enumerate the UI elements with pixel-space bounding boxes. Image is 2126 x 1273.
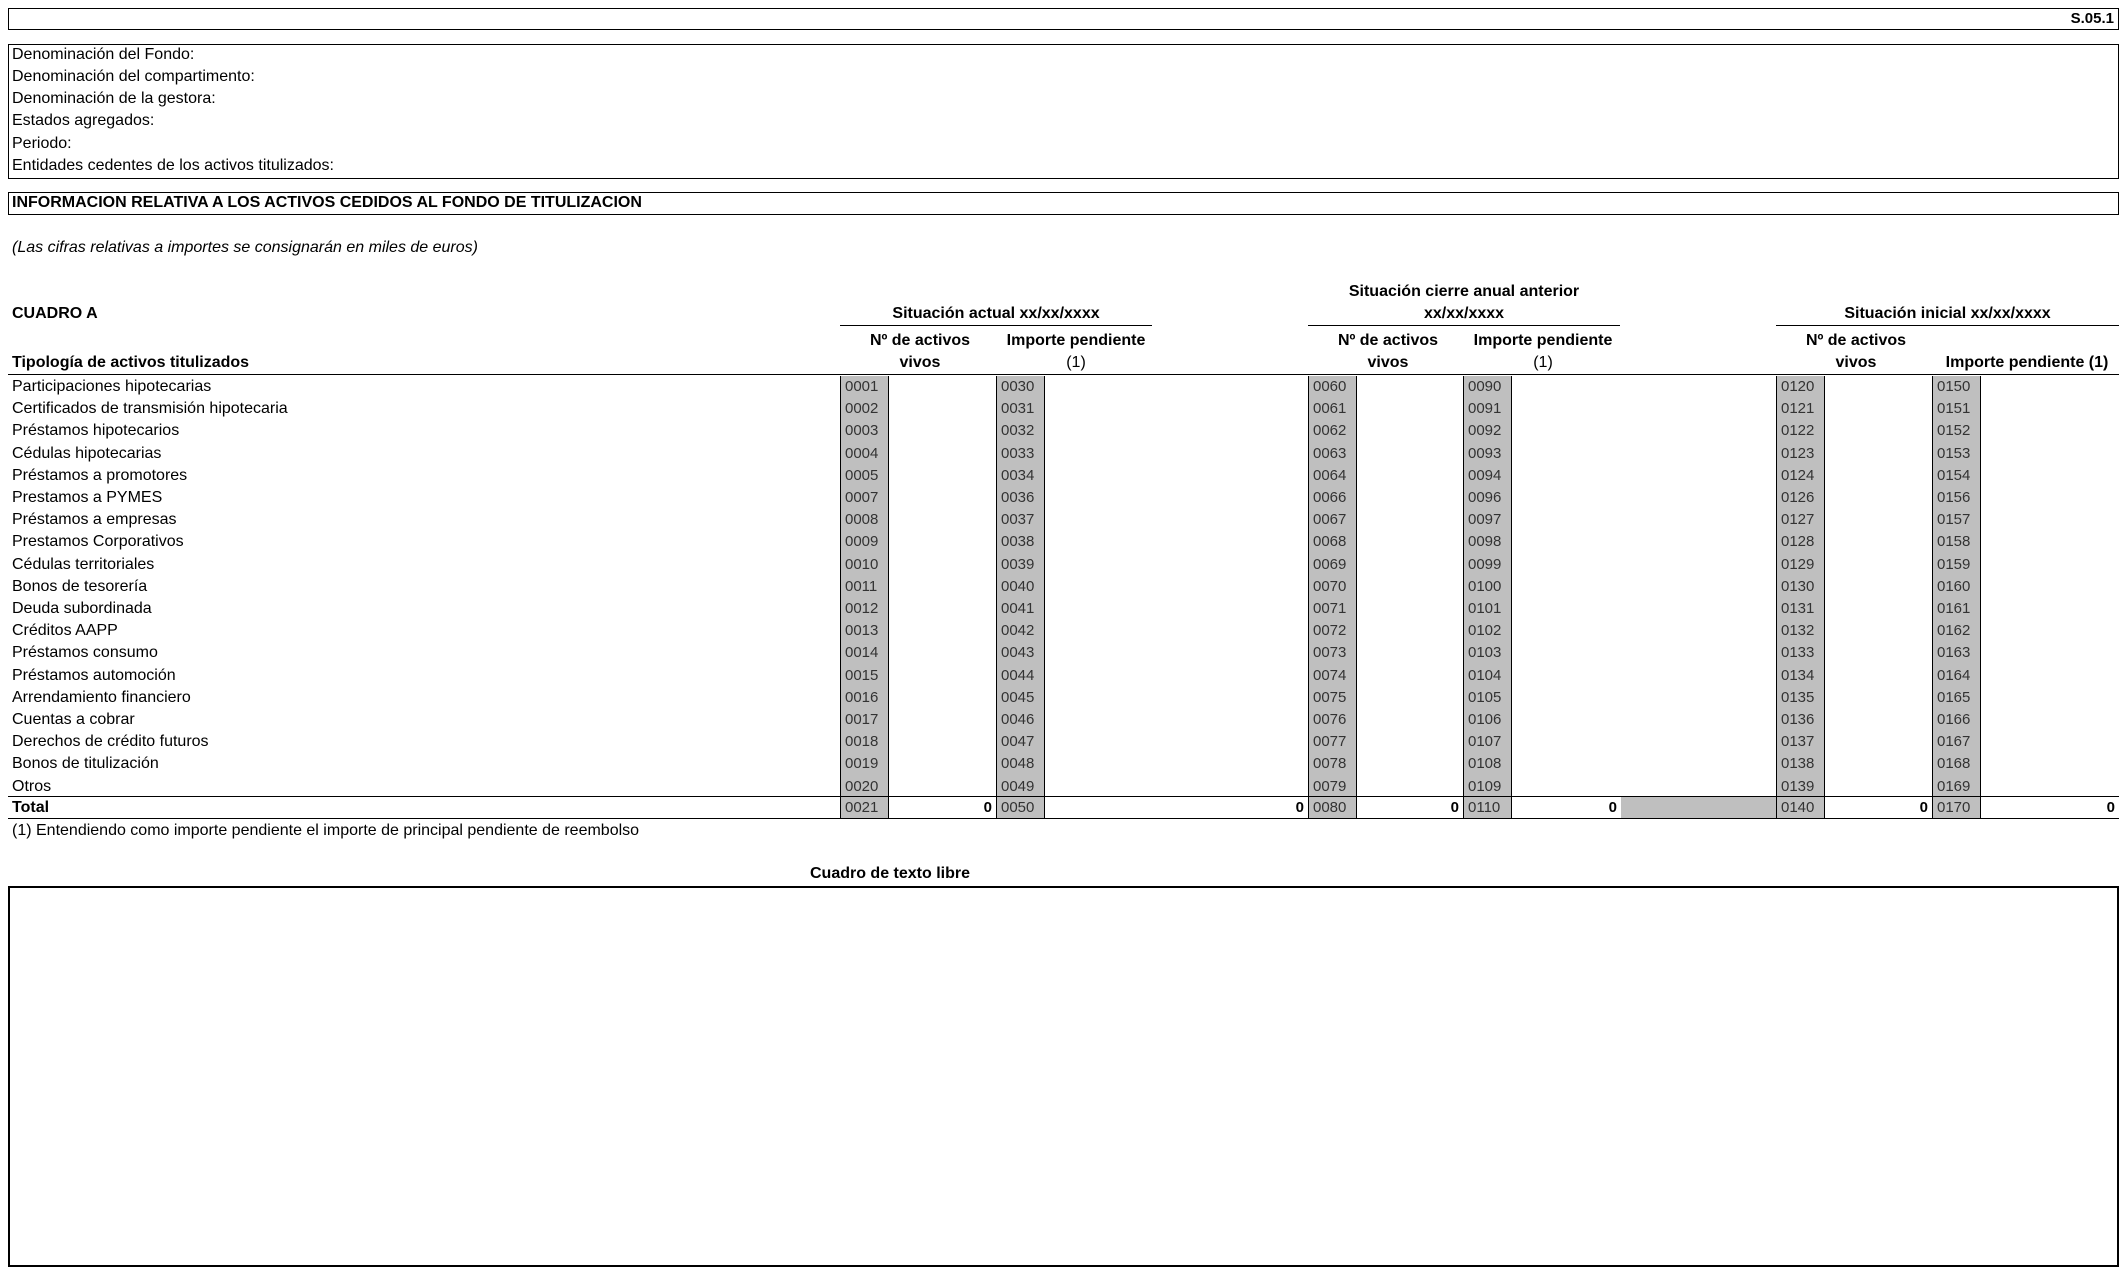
row-code: 0034 <box>996 465 1045 487</box>
row-code: 0005 <box>840 465 889 487</box>
row-label: Participaciones hipotecarias <box>12 378 212 395</box>
row-value-cell[interactable] <box>1512 487 1621 509</box>
row-value-cell[interactable] <box>1825 487 1932 509</box>
row-code: 0066 <box>1308 487 1357 509</box>
row-value-cell[interactable] <box>1045 509 1308 531</box>
row-code: 0124 <box>1776 465 1825 487</box>
row-value-cell[interactable] <box>1512 598 1621 620</box>
total-code: 0050 <box>996 797 1045 818</box>
row-code: 0062 <box>1308 420 1357 442</box>
row-value-cell[interactable] <box>1512 465 1621 487</box>
row-value-cell[interactable] <box>1512 642 1621 664</box>
compartment-name-field: Denominación del compartimento: <box>12 68 255 85</box>
row-code: 0150 <box>1932 376 1981 398</box>
row-value-cell[interactable] <box>1981 709 2119 731</box>
row-code: 0129 <box>1776 554 1825 576</box>
row-code: 0002 <box>840 398 889 420</box>
row-value-cell[interactable] <box>1825 687 1932 709</box>
row-code: 0132 <box>1776 620 1825 642</box>
row-value-cell[interactable] <box>889 753 996 775</box>
footnote: (1) Entendiendo como importe pendiente el importe de principal pendiente de reembolso <box>12 822 640 839</box>
row-value-cell[interactable] <box>1825 420 1932 442</box>
row-value-cell[interactable] <box>1357 487 1463 509</box>
total-value: 0 <box>983 799 992 816</box>
row-value-cell[interactable] <box>1825 731 1932 753</box>
group-current-title: Situación actual xx/xx/xxxx <box>892 305 1100 322</box>
row-code: 0068 <box>1308 531 1357 553</box>
row-code: 0099 <box>1463 554 1512 576</box>
row-value-cell[interactable] <box>1512 554 1621 576</box>
cuadro-label: CUADRO A <box>12 305 98 322</box>
row-code: 0091 <box>1463 398 1512 420</box>
row-code: 0012 <box>840 598 889 620</box>
row-code: 0011 <box>840 576 889 598</box>
row-code: 0136 <box>1776 709 1825 731</box>
row-value-cell[interactable] <box>889 465 996 487</box>
row-code: 0047 <box>996 731 1045 753</box>
row-code: 0128 <box>1776 531 1825 553</box>
row-code: 0109 <box>1463 776 1512 798</box>
form-code-box <box>8 8 2119 30</box>
row-code: 0003 <box>840 420 889 442</box>
row-code: 0076 <box>1308 709 1357 731</box>
row-value-cell[interactable] <box>1512 731 1621 753</box>
row-code: 0092 <box>1463 420 1512 442</box>
row-value-cell[interactable] <box>1981 687 2119 709</box>
row-value-cell[interactable] <box>1357 531 1463 553</box>
row-value-cell[interactable] <box>1981 753 2119 775</box>
row-label: Prestamos Corporativos <box>12 533 184 551</box>
row-value-cell[interactable] <box>1512 398 1621 420</box>
row-code: 0048 <box>996 753 1045 775</box>
row-label: Préstamos consumo <box>12 644 158 662</box>
manager-name-field: Denominación de la gestora: <box>12 90 216 107</box>
row-code: 0030 <box>996 376 1045 398</box>
row-code: 0049 <box>996 776 1045 798</box>
row-value-cell[interactable] <box>1512 709 1621 731</box>
row-code: 0043 <box>996 642 1045 664</box>
row-code: 0121 <box>1776 398 1825 420</box>
group-initial-underline <box>1776 325 2119 326</box>
row-code: 0079 <box>1308 776 1357 798</box>
group-previous-underline <box>1308 325 1620 326</box>
row-value-cell[interactable] <box>889 620 996 642</box>
row-code: 0093 <box>1463 443 1512 465</box>
row-value-cell[interactable] <box>1825 554 1932 576</box>
row-code: 0100 <box>1463 576 1512 598</box>
row-value-cell[interactable] <box>1512 620 1621 642</box>
row-code: 0153 <box>1932 443 1981 465</box>
section-title: INFORMACION RELATIVA A LOS ACTIVOS CEDIDOS AL FONDO DE TITULIZACION <box>12 194 642 211</box>
row-value-cell[interactable] <box>1045 531 1308 553</box>
row-value-cell[interactable] <box>1981 554 2119 576</box>
row-value-cell[interactable] <box>1512 420 1621 442</box>
row-code: 0131 <box>1776 598 1825 620</box>
row-code: 0123 <box>1776 443 1825 465</box>
total-value: 0 <box>1608 799 1617 816</box>
row-code: 0032 <box>996 420 1045 442</box>
row-value-cell[interactable] <box>1512 753 1621 775</box>
row-value-cell[interactable] <box>1981 576 2119 598</box>
row-label: Otros <box>12 777 52 795</box>
row-code: 0126 <box>1776 487 1825 509</box>
row-label: Bonos de titulización <box>12 755 159 773</box>
row-label: Bonos de tesorería <box>12 577 148 595</box>
row-value-cell[interactable] <box>1045 709 1308 731</box>
group-previous-amount-header-1: Importe pendiente <box>1473 332 1613 349</box>
row-code: 0166 <box>1932 709 1981 731</box>
row-code: 0074 <box>1308 665 1357 687</box>
row-value-cell[interactable] <box>1825 509 1932 531</box>
row-code: 0167 <box>1932 731 1981 753</box>
row-value-cell[interactable] <box>1357 443 1463 465</box>
row-code: 0130 <box>1776 576 1825 598</box>
row-value-cell[interactable] <box>1045 465 1308 487</box>
row-value-cell[interactable] <box>1045 665 1308 687</box>
row-code: 0018 <box>840 731 889 753</box>
row-code: 0078 <box>1308 753 1357 775</box>
fund-info-box <box>8 44 2119 179</box>
row-value-cell[interactable] <box>1825 443 1932 465</box>
row-code: 0045 <box>996 687 1045 709</box>
row-value-cell[interactable] <box>889 576 996 598</box>
row-code: 0160 <box>1932 576 1981 598</box>
amounts-note: (Las cifras relativas a importes se consignarán en miles de euros) <box>12 239 478 256</box>
row-code: 0063 <box>1308 443 1357 465</box>
row-label: Cédulas hipotecarias <box>12 444 162 462</box>
row-code: 0090 <box>1463 376 1512 398</box>
row-code: 0044 <box>996 665 1045 687</box>
total-value: 0 <box>2106 799 2115 816</box>
row-code: 0158 <box>1932 531 1981 553</box>
row-code: 0134 <box>1776 665 1825 687</box>
row-value-cell[interactable] <box>1981 376 2119 398</box>
row-value-cell[interactable] <box>1825 642 1932 664</box>
row-value-cell[interactable] <box>1981 731 2119 753</box>
row-code: 0008 <box>840 509 889 531</box>
row-label: Derechos de crédito futuros <box>12 733 209 751</box>
row-value-cell[interactable] <box>1512 376 1621 398</box>
row-code: 0162 <box>1932 620 1981 642</box>
row-value-cell[interactable] <box>1357 665 1463 687</box>
row-value-cell[interactable] <box>1357 376 1463 398</box>
row-code: 0007 <box>840 487 889 509</box>
row-code: 0137 <box>1776 731 1825 753</box>
row-code: 0073 <box>1308 642 1357 664</box>
group-current-count-header-2: vivos <box>899 354 941 371</box>
row-code: 0031 <box>996 398 1045 420</box>
row-value-cell[interactable] <box>1825 531 1932 553</box>
row-value-cell[interactable] <box>1825 398 1932 420</box>
free-text-box[interactable] <box>8 886 2119 1267</box>
row-value-cell[interactable] <box>889 709 996 731</box>
row-value-cell[interactable] <box>1825 709 1932 731</box>
row-label: Préstamos a promotores <box>12 466 188 484</box>
group-current-underline <box>840 325 1152 326</box>
row-code: 0041 <box>996 598 1045 620</box>
row-code: 0075 <box>1308 687 1357 709</box>
row-value-cell[interactable] <box>1981 509 2119 531</box>
section-title-box <box>8 192 2119 215</box>
group-initial-title: Situación inicial xx/xx/xxxx <box>1844 305 2051 322</box>
row-value-cell[interactable] <box>1045 753 1308 775</box>
total-code: 0021 <box>840 797 889 818</box>
period-field: Periodo: <box>12 135 72 152</box>
group-previous-amount-header-2: (1) <box>1533 354 1553 371</box>
row-value-cell[interactable] <box>1512 443 1621 465</box>
row-value-cell[interactable] <box>1357 398 1463 420</box>
row-value-cell[interactable] <box>1045 776 1308 798</box>
row-value-cell[interactable] <box>889 531 996 553</box>
row-value-cell[interactable] <box>1045 687 1308 709</box>
row-code: 0102 <box>1463 620 1512 642</box>
group-previous-title-1: Situación cierre anual anterior <box>1348 283 1580 300</box>
row-value-cell[interactable] <box>1045 598 1308 620</box>
row-value-cell[interactable] <box>889 665 996 687</box>
row-code: 0152 <box>1932 420 1981 442</box>
row-code: 0077 <box>1308 731 1357 753</box>
total-label: Total <box>12 799 50 816</box>
row-value-cell[interactable] <box>1981 598 2119 620</box>
row-value-cell[interactable] <box>889 420 996 442</box>
row-code: 0004 <box>840 443 889 465</box>
group-current-count-header-1: Nº de activos <box>869 332 971 349</box>
row-code: 0001 <box>840 376 889 398</box>
aggregated-states-field: Estados agregados: <box>12 112 155 129</box>
row-code: 0040 <box>996 576 1045 598</box>
total-code: 0170 <box>1932 797 1981 818</box>
row-value-cell[interactable] <box>1045 398 1308 420</box>
row-value-cell[interactable] <box>1981 665 2119 687</box>
row-value-cell[interactable] <box>1357 554 1463 576</box>
row-value-cell[interactable] <box>1825 576 1932 598</box>
row-code: 0016 <box>840 687 889 709</box>
row-value-cell[interactable] <box>1825 598 1932 620</box>
group-initial-count-header-2: vivos <box>1835 354 1877 371</box>
row-code: 0069 <box>1308 554 1357 576</box>
row-code: 0168 <box>1932 753 1981 775</box>
row-value-cell[interactable] <box>1512 665 1621 687</box>
row-code: 0097 <box>1463 509 1512 531</box>
row-code: 0009 <box>840 531 889 553</box>
ceding-entities-field: Entidades cedentes de los activos titulizados: <box>12 157 334 174</box>
row-value-cell[interactable] <box>1045 420 1308 442</box>
row-code: 0015 <box>840 665 889 687</box>
row-code: 0106 <box>1463 709 1512 731</box>
row-code: 0060 <box>1308 376 1357 398</box>
row-code: 0165 <box>1932 687 1981 709</box>
row-code: 0070 <box>1308 576 1357 598</box>
row-label: Cuentas a cobrar <box>12 711 135 728</box>
row-code: 0161 <box>1932 598 1981 620</box>
row-label: Certificados de transmisión hipotecaria <box>12 400 288 418</box>
row-code: 0108 <box>1463 753 1512 775</box>
row-value-cell[interactable] <box>889 598 996 620</box>
row-value-cell[interactable] <box>1825 465 1932 487</box>
row-value-cell[interactable] <box>1981 398 2119 420</box>
row-value-cell[interactable] <box>1825 376 1932 398</box>
row-label: Cédulas territoriales <box>12 555 155 573</box>
group-current-amount-header-2: (1) <box>1066 354 1086 371</box>
row-value-cell[interactable] <box>1981 642 2119 664</box>
row-code: 0105 <box>1463 687 1512 709</box>
row-code: 0064 <box>1308 465 1357 487</box>
row-value-cell[interactable] <box>1512 531 1621 553</box>
row-code: 0135 <box>1776 687 1825 709</box>
row-value-cell[interactable] <box>1981 620 2119 642</box>
total-code: 0110 <box>1463 797 1512 818</box>
row-code: 0101 <box>1463 598 1512 620</box>
row-code: 0164 <box>1932 665 1981 687</box>
group-previous-title-2: xx/xx/xxxx <box>1423 305 1505 322</box>
row-code: 0096 <box>1463 487 1512 509</box>
row-code: 0120 <box>1776 376 1825 398</box>
row-value-cell[interactable] <box>1981 776 2119 798</box>
row-label: Préstamos a empresas <box>12 511 177 529</box>
row-code: 0071 <box>1308 598 1357 620</box>
total-code: 0080 <box>1308 797 1357 818</box>
row-label: Créditos AAPP <box>12 622 118 640</box>
row-value-cell[interactable] <box>1512 687 1621 709</box>
row-value-cell[interactable] <box>1357 598 1463 620</box>
row-code: 0017 <box>840 709 889 731</box>
fund-name-field: Denominación del Fondo: <box>12 46 195 63</box>
row-value-cell[interactable] <box>1045 576 1308 598</box>
row-value-cell[interactable] <box>1512 509 1621 531</box>
row-code: 0033 <box>996 443 1045 465</box>
row-code: 0156 <box>1932 487 1981 509</box>
row-code: 0094 <box>1463 465 1512 487</box>
row-code: 0159 <box>1932 554 1981 576</box>
row-label: Préstamos automoción <box>12 666 176 684</box>
group-current-amount-header-1: Importe pendiente <box>1006 332 1146 349</box>
row-value-cell[interactable] <box>1045 376 1308 398</box>
row-value-cell[interactable] <box>1981 420 2119 442</box>
row-code: 0122 <box>1776 420 1825 442</box>
total-value: 0 <box>1919 799 1928 816</box>
row-code: 0163 <box>1932 642 1981 664</box>
row-code: 0037 <box>996 509 1045 531</box>
row-code: 0010 <box>840 554 889 576</box>
row-value-cell[interactable] <box>1981 531 2119 553</box>
row-code: 0154 <box>1932 465 1981 487</box>
row-code: 0042 <box>996 620 1045 642</box>
row-value-cell[interactable] <box>889 687 996 709</box>
row-value-cell[interactable] <box>1045 443 1308 465</box>
row-value-cell[interactable] <box>1825 620 1932 642</box>
row-value-cell[interactable] <box>1825 776 1932 798</box>
free-text-title: Cuadro de texto libre <box>809 865 971 882</box>
row-code: 0139 <box>1776 776 1825 798</box>
row-code: 0039 <box>996 554 1045 576</box>
row-code: 0019 <box>840 753 889 775</box>
group-previous-count-header-1: Nº de activos <box>1337 332 1439 349</box>
group-previous-count-header-2: vivos <box>1367 354 1409 371</box>
row-code: 0127 <box>1776 509 1825 531</box>
row-value-cell[interactable] <box>1045 487 1308 509</box>
row-value-cell[interactable] <box>1981 487 2119 509</box>
row-value-cell[interactable] <box>1357 620 1463 642</box>
row-code: 0157 <box>1932 509 1981 531</box>
row-code: 0103 <box>1463 642 1512 664</box>
row-label: Préstamos hipotecarios <box>12 422 180 440</box>
row-value-cell[interactable] <box>889 376 996 398</box>
total-code: 0140 <box>1776 797 1825 818</box>
group-initial-amount-header: Importe pendiente (1) <box>1945 354 2109 371</box>
row-code: 0061 <box>1308 398 1357 420</box>
row-code: 0138 <box>1776 753 1825 775</box>
row-value-cell[interactable] <box>1981 443 2119 465</box>
row-value-cell[interactable] <box>889 554 996 576</box>
row-value-cell[interactable] <box>1357 576 1463 598</box>
row-header: Tipología de activos titulizados <box>12 354 250 371</box>
row-value-cell[interactable] <box>1045 731 1308 753</box>
row-value-cell[interactable] <box>1825 665 1932 687</box>
row-code: 0046 <box>996 709 1045 731</box>
row-value-cell[interactable] <box>1512 776 1621 798</box>
row-code: 0020 <box>840 776 889 798</box>
row-value-cell[interactable] <box>889 487 996 509</box>
row-code: 0013 <box>840 620 889 642</box>
group-initial-count-header-1: Nº de activos <box>1805 332 1907 349</box>
row-value-cell[interactable] <box>889 642 996 664</box>
row-code: 0107 <box>1463 731 1512 753</box>
row-code: 0104 <box>1463 665 1512 687</box>
row-code: 0014 <box>840 642 889 664</box>
row-value-cell[interactable] <box>1357 709 1463 731</box>
row-code: 0067 <box>1308 509 1357 531</box>
row-label: Deuda subordinada <box>12 600 152 617</box>
row-value-cell[interactable] <box>889 731 996 753</box>
row-value-cell[interactable] <box>1045 554 1308 576</box>
row-value-cell[interactable] <box>1512 576 1621 598</box>
row-value-cell[interactable] <box>889 776 996 798</box>
row-code: 0133 <box>1776 642 1825 664</box>
row-value-cell[interactable] <box>1357 465 1463 487</box>
row-value-cell[interactable] <box>1045 642 1308 664</box>
row-code: 0151 <box>1932 398 1981 420</box>
row-value-cell[interactable] <box>889 509 996 531</box>
row-code: 0072 <box>1308 620 1357 642</box>
row-value-cell[interactable] <box>1045 620 1308 642</box>
total-value: 0 <box>1450 799 1459 816</box>
table-header-line <box>8 374 2119 375</box>
row-value-cell[interactable] <box>889 443 996 465</box>
row-value-cell[interactable] <box>1981 465 2119 487</box>
row-value-cell[interactable] <box>1357 776 1463 798</box>
row-value-cell[interactable] <box>1357 420 1463 442</box>
row-label: Prestamos a PYMES <box>12 489 163 506</box>
row-value-cell[interactable] <box>889 398 996 420</box>
row-value-cell[interactable] <box>1357 753 1463 775</box>
row-value-cell[interactable] <box>1357 509 1463 531</box>
row-code: 0036 <box>996 487 1045 509</box>
row-value-cell[interactable] <box>1357 731 1463 753</box>
form-code: S.05.1 <box>2070 10 2114 27</box>
row-value-cell[interactable] <box>1357 687 1463 709</box>
row-label: Arrendamiento financiero <box>12 688 191 706</box>
total-grey-filler <box>1621 797 1776 818</box>
row-code: 0098 <box>1463 531 1512 553</box>
total-value: 0 <box>1295 799 1304 816</box>
row-code: 0038 <box>996 531 1045 553</box>
row-value-cell[interactable] <box>1357 642 1463 664</box>
row-value-cell[interactable] <box>1825 753 1932 775</box>
row-code: 0169 <box>1932 776 1981 798</box>
